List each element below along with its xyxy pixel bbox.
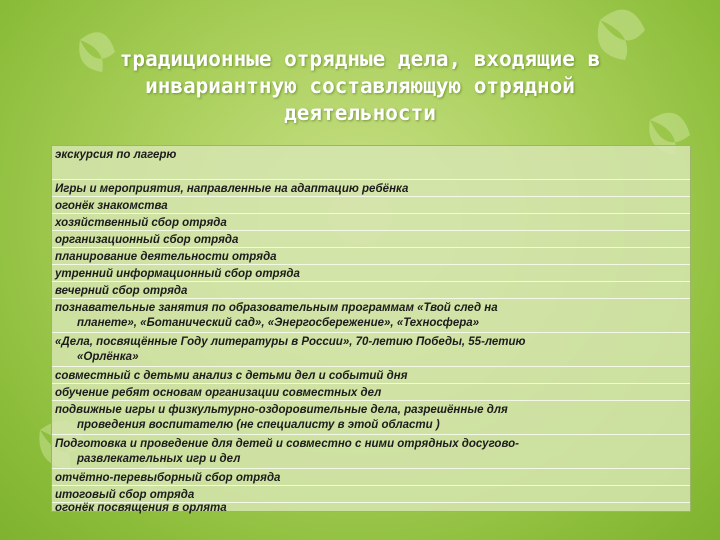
table-row [52,231,690,248]
table-row [52,299,690,333]
row-text: огонёк посвящения в орлята [55,502,227,514]
row-text-continuation: развлекательных игр и дел [77,453,241,465]
table-row [52,435,690,469]
row-text: отчётно-перевыборный сбор отряда [55,472,281,484]
activities-table [51,145,691,512]
row-text: «Дела, посвящённые Году литературы в России», 70-летию Победы, 55-летию [55,336,526,348]
row-text: экскурсия по лагерю [55,149,177,161]
row-text: познавательные занятия по образовательным программам «Твой след на [55,302,498,314]
table-row [52,265,690,282]
row-text: хозяйственный сбор отряда [55,217,227,229]
row-text: планирование деятельности отряда [55,251,277,263]
table-row [52,282,690,299]
row-text: обучение ребят основам организации совместных дел [55,387,382,399]
table-row [52,146,690,180]
table-row [52,333,690,367]
table-row [52,180,690,197]
row-text: Игры и мероприятия, направленные на адаптацию ребёнка [55,183,409,195]
row-text-continuation: проведения воспитателю (не специалисту в этой области ) [77,419,440,431]
table-row [52,469,690,486]
row-text: подвижные игры и физкультурно-оздоровительные дела, разрешённые для [55,404,508,416]
table-row [52,197,690,214]
row-text: совместный с детьми анализ с детьми дел и событий дня [55,370,408,382]
row-text: огонёк знакомства [55,200,168,212]
row-text: вечерний сбор отряда [55,285,188,297]
row-text: итоговый сбор отряда [55,489,195,501]
table-row [52,248,690,265]
table-row [52,486,690,503]
row-text: организационный сбор отряда [55,234,239,246]
row-text-continuation: «Орлёнка» [77,351,139,363]
row-text: Подготовка и проведение для детей и совместно с ними отрядных досугово- [55,438,519,450]
table-row [52,384,690,401]
row-text: утренний информационный сбор отряда [55,268,300,280]
table-row [52,401,690,435]
table-row [52,367,690,384]
table-row [52,214,690,231]
row-text-continuation: планете», «Ботанический сад», «Энергосбережение», «Техносфера» [77,317,480,329]
slide-title: традиционные отрядные дела, входящие в инвариантную составляющую отрядной деятельности [119,47,601,125]
table-row [52,503,690,513]
